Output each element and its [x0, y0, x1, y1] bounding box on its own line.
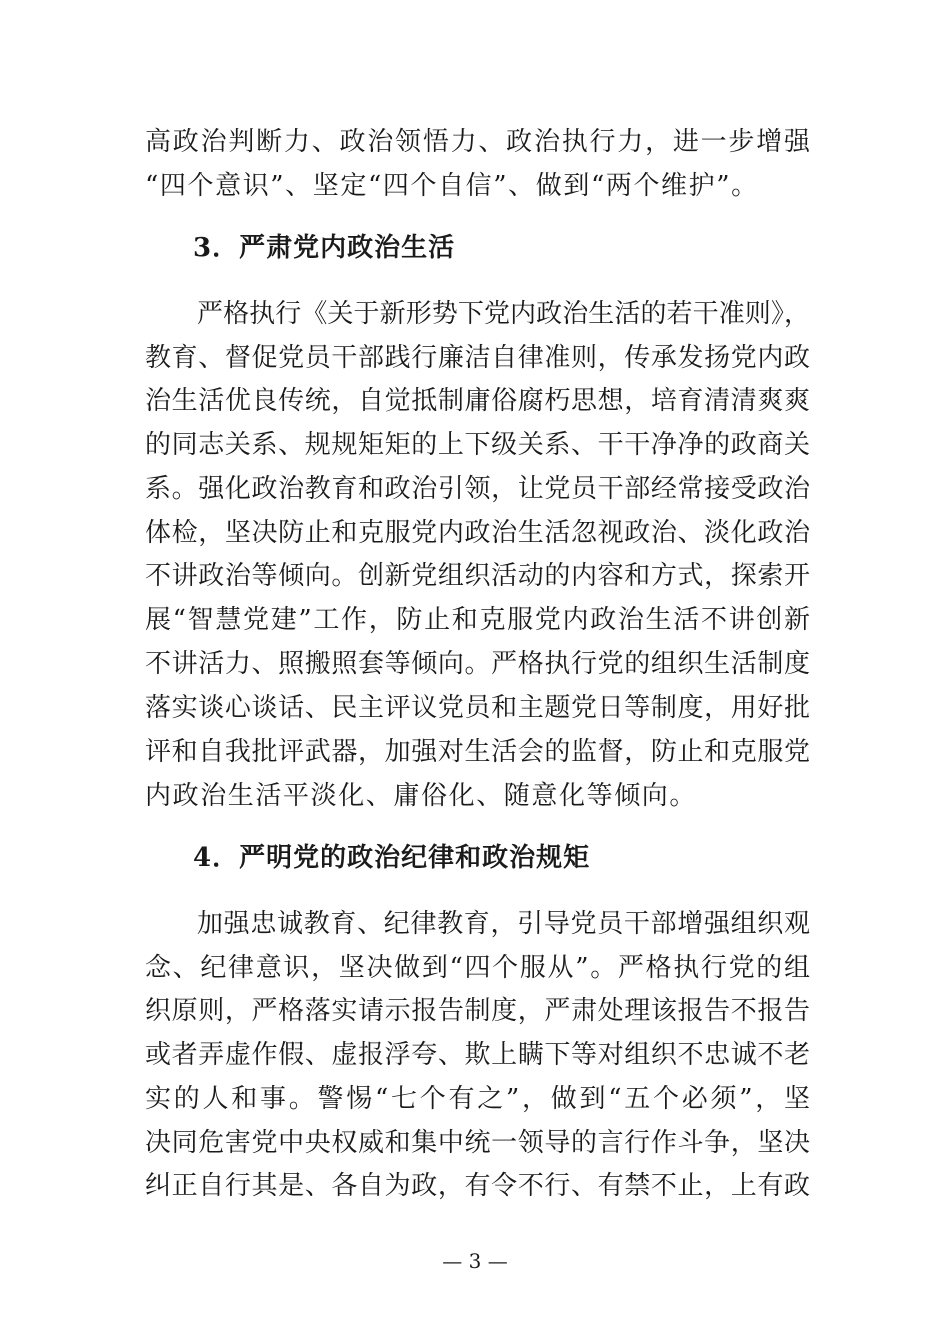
body-text-line: 念、纪律意识，坚决做到“四个服从”。严格执行党的组: [145, 953, 810, 983]
body-text-line: 系。强化政治教育和政治引领，让党员干部经常接受政治: [145, 474, 810, 504]
section-heading: 3．严肃党内政治生活: [193, 233, 456, 263]
body-text-line: 实的人和事。警惕“七个有之”，做到“五个必须”，坚: [145, 1084, 810, 1114]
body-text-line: 不讲政治等倾向。创新党组织活动的内容和方式，探索开: [145, 561, 810, 591]
section-heading: 4．严明党的政治纪律和政治规矩: [193, 843, 591, 873]
body-text-line: 评和自我批评武器，加强对生活会的监督，防止和克服党: [145, 737, 810, 767]
body-text-line: 展“智慧党建”工作，防止和克服党内政治生活不讲创新: [145, 605, 810, 635]
body-text-line: 织原则，严格落实请示报告制度，严肃处理该报告不报告: [145, 996, 810, 1026]
body-text-line: 不讲活力、照搬照套等倾向。严格执行党的组织生活制度: [145, 649, 810, 679]
body-text-line: 教育、督促党员干部践行廉洁自律准则，传承发扬党内政: [145, 343, 810, 373]
body-text-line: 内政治生活平淡化、庸俗化、随意化等倾向。: [145, 781, 698, 811]
body-text-line: 严格执行《关于新形势下党内政治生活的若干准则》，: [197, 299, 810, 329]
body-text-line: 体检，坚决防止和克服党内政治生活忽视政治、淡化政治: [145, 518, 810, 548]
body-text-line: 的同志关系、规规矩矩的上下级关系、干干净净的政商关: [145, 430, 810, 460]
body-text-line: 治生活优良传统，自觉抵制庸俗腐朽思想，培育清清爽爽: [145, 386, 810, 416]
body-text-line: 加强忠诚教育、纪律教育，引导党员干部增强组织观: [197, 909, 810, 939]
body-text-line: “四个意识”、坚定“四个自信”、做到“两个维护”。: [145, 171, 759, 201]
body-text-line: 决同危害党中央权威和集中统一领导的言行作斗争，坚决: [145, 1128, 810, 1158]
page-number: — 3 —: [442, 1249, 508, 1273]
body-text-line: 或者弄虚作假、虚报浮夸、欺上瞒下等对组织不忠诚不老: [145, 1040, 810, 1070]
body-text-line: 高政治判断力、政治领悟力、政治执行力，进一步增强: [145, 127, 810, 157]
body-text-line: 纠正自行其是、各自为政，有令不行、有禁不止，上有政: [145, 1171, 810, 1201]
body-text-line: 落实谈心谈话、民主评议党员和主题党日等制度，用好批: [145, 693, 810, 723]
